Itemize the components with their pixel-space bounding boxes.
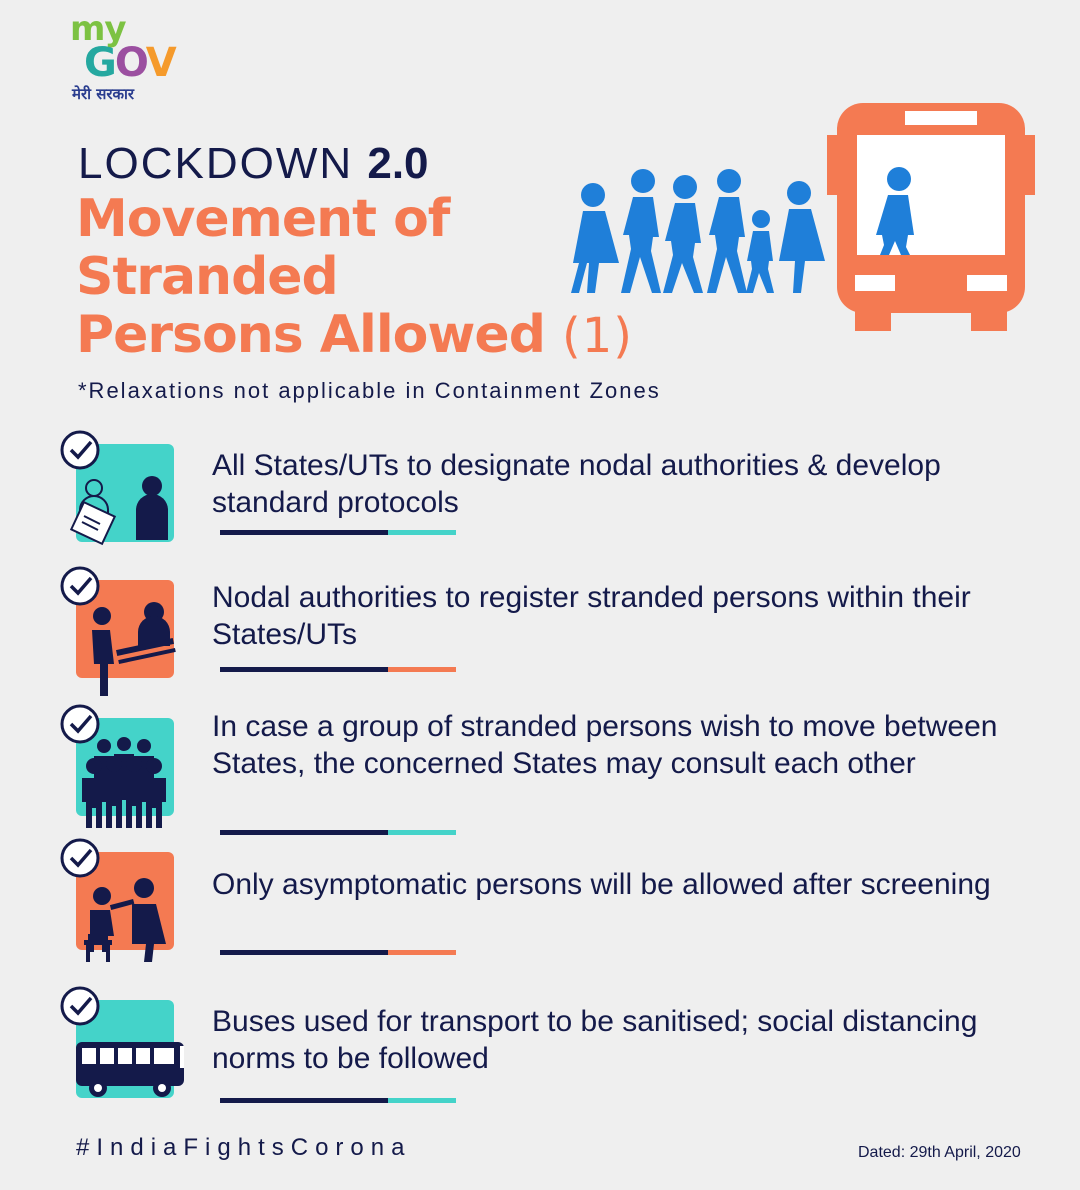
main-title: Movement of Stranded Persons Allowed (1) bbox=[76, 189, 634, 365]
lockdown-heading: LOCKDOWN 2.0 bbox=[78, 139, 429, 188]
item-text: Only asymptomatic persons will be allowed after screening bbox=[212, 868, 991, 901]
item-icon-box bbox=[60, 566, 180, 686]
item-text: Buses used for transport to be sanitised; social distancing norms to be followed bbox=[212, 1005, 978, 1075]
item-divider bbox=[220, 1098, 456, 1103]
date-stamp: Dated: 29th April, 2020 bbox=[858, 1144, 1021, 1161]
walking-people-and-bus-illustration bbox=[555, 95, 1065, 345]
check-icon bbox=[60, 986, 100, 1026]
item-divider bbox=[220, 830, 456, 835]
item-text: All States/UTs to designate nodal authorities & develop standard protocols bbox=[212, 449, 941, 519]
walking-people-icon bbox=[571, 169, 825, 293]
check-icon bbox=[60, 566, 100, 606]
lockdown-version: 2.0 bbox=[367, 139, 429, 188]
title-number: (1) bbox=[562, 308, 634, 364]
check-icon bbox=[60, 704, 100, 744]
item-divider bbox=[220, 667, 456, 672]
bus-front-icon bbox=[827, 103, 1035, 331]
check-icon bbox=[60, 430, 100, 470]
item-divider bbox=[220, 950, 456, 955]
logo-my: my bbox=[70, 9, 126, 49]
mygov-logo bbox=[70, 9, 200, 107]
item-text: Nodal authorities to register stranded persons within their States/UTs bbox=[212, 581, 971, 651]
logo-gov: GOV bbox=[84, 40, 175, 86]
containment-note: *Relaxations not applicable in Containment Zones bbox=[78, 378, 661, 403]
item-text: In case a group of stranded persons wish to move between States, the concerned States may consult each other bbox=[212, 710, 998, 780]
check-icon bbox=[60, 838, 100, 878]
logo-hindi-tagline: मेरी सरकार bbox=[72, 85, 135, 103]
item-icon-box bbox=[60, 838, 180, 958]
item-icon-box bbox=[60, 986, 180, 1106]
hashtag: #IndiaFightsCorona bbox=[76, 1134, 412, 1161]
item-icon-box bbox=[60, 430, 180, 550]
item-divider bbox=[220, 530, 456, 535]
item-icon-box bbox=[60, 704, 180, 824]
